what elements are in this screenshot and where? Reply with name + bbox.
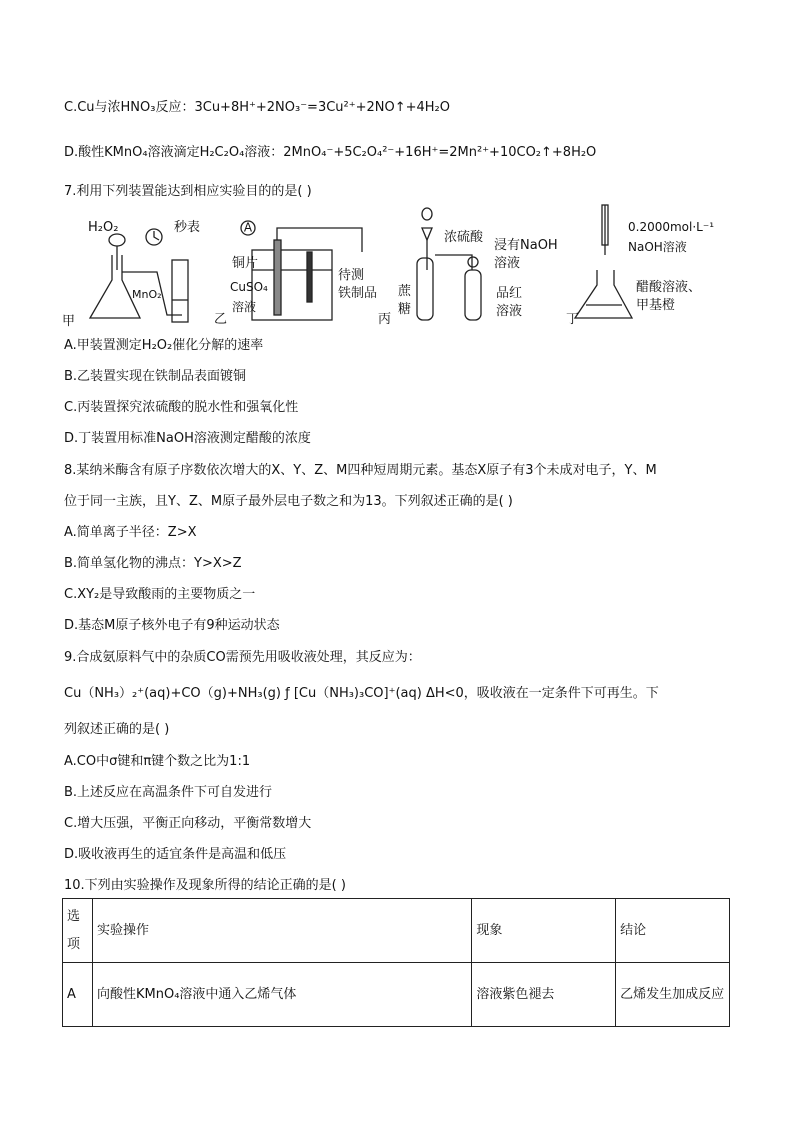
q8-option-d: D.基态M原子核外电子有9种运动状态 bbox=[64, 618, 280, 633]
q9-option-d: D.吸收液再生的适宜条件是高温和低压 bbox=[64, 847, 287, 862]
q7-option-a: A.甲装置测定H₂O₂催化分解的速率 bbox=[64, 338, 264, 353]
question-8-line2: 位于同一主族，且Y、Z、M原子最外层电子数之和为13。下列叙述正确的是( ) bbox=[64, 494, 513, 509]
label-naoh-1: 浸有NaOH bbox=[494, 238, 558, 253]
label-sugar-1: 蔗 bbox=[398, 284, 412, 299]
q9-option-a: A.CO中σ键和π键个数之比为1:1 bbox=[64, 754, 251, 769]
q8-option-c: C.XY₂是导致酸雨的主要物质之一 bbox=[64, 587, 256, 602]
row-option: A bbox=[63, 963, 93, 1027]
label-bing: 丙 bbox=[378, 312, 392, 327]
option-d: D.酸性KMnO₄溶液滴定H₂C₂O₄溶液：2MnO₄⁻+5C₂O₄²⁻+16H⁺=2Mn²⁺+10CO₂↑+8H₂O bbox=[64, 145, 597, 160]
label-pinred-1: 品红 bbox=[496, 286, 523, 301]
label-mno2: MnO₂ bbox=[132, 288, 162, 301]
label-copper: 铜片 bbox=[232, 256, 259, 271]
question-8-line1: 8.某纳米酶含有原子序数依次增大的X、Y、Z、M四种短周期元素。基态X原子有3个未成对电子，Y、M bbox=[64, 463, 657, 478]
label-cuso4-1: CuSO₄ bbox=[230, 280, 268, 294]
q7-option-b: B.乙装置实现在铁制品表面镀铜 bbox=[64, 369, 247, 384]
header-option: 选项 bbox=[63, 899, 93, 963]
label-cuso4-2: 溶液 bbox=[232, 300, 257, 314]
label-h2o2: H₂O₂ bbox=[88, 220, 119, 235]
option-c: C.Cu与浓HNO₃反应：3Cu+8H⁺+2NO₃⁻=3Cu²⁺+2NO↑+4H₂O bbox=[64, 100, 451, 115]
label-iron-2: 铁制品 bbox=[338, 286, 378, 301]
experiment-table bbox=[62, 898, 730, 1027]
label-stopwatch: 秒表 bbox=[174, 220, 201, 235]
question-9-line2: Cu（NH₃）₂⁺(aq)+CO（g)+NH₃(g) ƒ [Cu（NH₃)₃CO]⁺(aq) ΔH<0，吸收液在一定条件下可再生。下 bbox=[64, 686, 659, 701]
label-naoh-sol: NaOH溶液 bbox=[628, 240, 687, 254]
apparatus-figure bbox=[62, 200, 742, 330]
row-conclusion: 乙烯发生加成反应 bbox=[616, 963, 730, 1027]
ammeter-icon: A bbox=[243, 220, 253, 235]
label-jia: 甲 bbox=[62, 314, 76, 329]
row-operation: 向酸性KMnO₄溶液中通入乙烯气体 bbox=[92, 963, 471, 1027]
label-sugar-2: 糖 bbox=[398, 302, 412, 317]
label-ding: 丁 bbox=[566, 312, 580, 327]
q7-option-c: C.丙装置探究浓硫酸的脱水性和强氧化性 bbox=[64, 400, 299, 415]
label-yi: 乙 bbox=[214, 312, 228, 327]
q8-option-b: B.简单氢化物的沸点：Y>X>Z bbox=[64, 556, 242, 571]
label-acid-1: 醋酸溶液、 bbox=[636, 280, 702, 295]
label-pinred-2: 溶液 bbox=[496, 304, 523, 319]
q9-option-c: C.增大压强，平衡正向移动，平衡常数增大 bbox=[64, 816, 312, 831]
question-9-line1: 9.合成氨原料气中的杂质CO需预先用吸收液处理，其反应为： bbox=[64, 650, 421, 665]
q8-option-a: A.简单离子半径：Z>X bbox=[64, 525, 197, 540]
header-phenomenon: 现象 bbox=[472, 899, 616, 963]
label-h2so4: 浓硫酸 bbox=[444, 230, 484, 245]
q9-option-b: B.上述反应在高温条件下可自发进行 bbox=[64, 785, 273, 800]
header-conclusion: 结论 bbox=[616, 899, 730, 963]
table-header-row bbox=[63, 899, 730, 963]
label-iron-1: 待测 bbox=[338, 268, 365, 283]
row-phenomenon: 溶液紫色褪去 bbox=[472, 963, 616, 1027]
label-naoh-2: 溶液 bbox=[494, 256, 521, 271]
table-row bbox=[63, 963, 730, 1027]
label-acid-2: 甲基橙 bbox=[636, 298, 676, 313]
question-7: 7.利用下列装置能达到相应实验目的的是( ) bbox=[64, 184, 312, 199]
question-10: 10.下列由实验操作及现象所得的结论正确的是( ) bbox=[64, 878, 346, 893]
question-9-line3: 列叙述正确的是( ) bbox=[64, 722, 170, 737]
header-operation: 实验操作 bbox=[92, 899, 471, 963]
label-conc: 0.2000mol·L⁻¹ bbox=[628, 220, 714, 234]
q7-option-d: D.丁装置用标准NaOH溶液测定醋酸的浓度 bbox=[64, 431, 311, 446]
